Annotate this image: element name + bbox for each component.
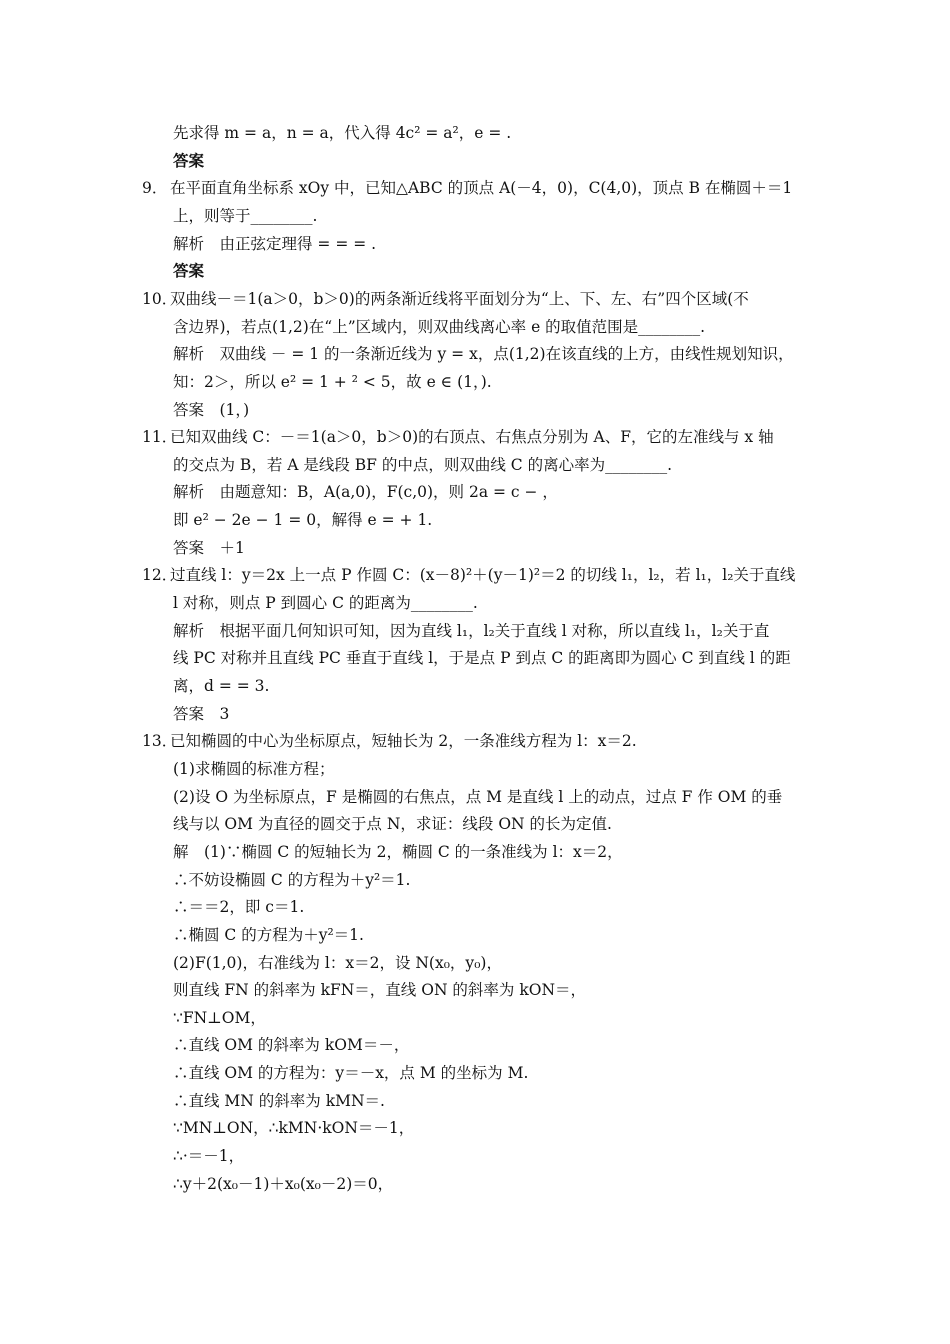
text-line xyxy=(0,1034,950,1058)
line-text: 解 (1)∵椭圆 C 的短轴长为 2，椭圆 C 的一条准线为 l：x＝2， xyxy=(173,842,623,861)
text-line xyxy=(0,924,950,948)
line-text: l 对称，则点 P 到圆心 C 的距离为________. xyxy=(173,594,478,612)
line-text: ∴不妨设椭圆 C 的方程为＋y²＝1. xyxy=(173,870,411,889)
text-line xyxy=(0,1090,950,1114)
text-line xyxy=(0,675,950,699)
text-line xyxy=(0,813,950,837)
text-line xyxy=(0,316,950,340)
line-text: 线与以 OM 为直径的圆交于点 N，求证：线段 ON 的长为定值. xyxy=(173,815,612,834)
text-line xyxy=(0,371,950,395)
line-text: 先求得 m = a，n = a，代入得 4c² = a²，e = . xyxy=(173,124,512,142)
text-line xyxy=(0,979,950,1003)
line-text: ∴直线 OM 的方程为：y＝－x，点 M 的坐标为 M. xyxy=(173,1064,529,1083)
text-line xyxy=(0,647,950,671)
text-line xyxy=(0,564,950,588)
text-line xyxy=(0,730,950,754)
line-text: 离，d = = 3. xyxy=(173,677,270,695)
line-text: (2)设 O 为坐标原点，F 是椭圆的右焦点，点 M 是直线 l 上的动点，过点 F 作 OM 的垂 xyxy=(173,787,783,806)
line-text: 含边界)，若点(1,2)在“上”区域内，则双曲线离心率 e 的取值范围是________. xyxy=(173,317,706,336)
line-text: 解析 由题意知：B，A(a,0)，F(c,0)，则 2a = c − ， xyxy=(173,483,558,502)
text-line xyxy=(0,896,950,920)
line-text: (2)F(1,0)，右准线为 l：x＝2，设 N(x₀，y₀)， xyxy=(173,953,502,972)
text-line xyxy=(0,399,950,423)
text-line xyxy=(0,758,950,782)
line-text: ∴直线 OM 的斜率为 kOM＝－， xyxy=(173,1036,410,1055)
line-text: 解析 根据平面几何知识可知，因为直线 l₁，l₂关于直线 l 对称，所以直线 l₁，l₂关于直 xyxy=(173,621,770,640)
line-text: 在平面直角坐标系 xOy 中，已知△ABC 的顶点 A(－4，0)，C(4,0)，顶点 B 在椭圆＋＝1 xyxy=(170,179,793,198)
line-text: ∴·＝－1， xyxy=(173,1147,245,1165)
line-text: ∴直线 MN 的斜率为 kMN＝. xyxy=(173,1091,385,1110)
text-line xyxy=(0,509,950,533)
question-number: 13． xyxy=(142,732,178,751)
text-line xyxy=(0,233,950,257)
text-line xyxy=(0,841,950,865)
line-text: ∴y＋2(x₀－1)＋x₀(x₀－2)＝0， xyxy=(173,1174,394,1193)
line-text: 过直线 l：y＝2x 上一点 P 作圆 C：(x－8)²＋(y－1)²＝2 的切线 l₁，l₂，若 l₁，l₂关于直线 xyxy=(170,566,796,585)
text-line xyxy=(0,703,950,727)
line-text: 答案 3 xyxy=(173,704,230,723)
text-line xyxy=(0,1117,950,1141)
text-line xyxy=(0,869,950,893)
line-text: ∴＝＝2，即 c＝1. xyxy=(173,898,305,917)
text-line xyxy=(0,122,950,146)
line-text: 解析 双曲线 － = 1 的一条渐近线为 y = x，点(1,2)在该直线的上方，由线性规划知识， xyxy=(173,345,794,364)
text-line xyxy=(0,1007,950,1031)
text-line xyxy=(0,952,950,976)
line-text: 已知双曲线 C：－＝1(a＞0，b＞0)的右顶点、右焦点分别为 A、F，它的左准线与 x 轴 xyxy=(170,428,774,447)
text-line xyxy=(0,1062,950,1086)
text-line xyxy=(0,1173,950,1197)
line-text: 答案 xyxy=(173,150,205,170)
line-text: 即 e² − 2e − 1 = 0，解得 e = + 1. xyxy=(173,511,433,530)
line-text: 答案 (1，) xyxy=(173,400,250,419)
text-line xyxy=(0,426,950,450)
question-number: 12． xyxy=(142,566,178,585)
question-number: 9． xyxy=(142,179,168,198)
line-text: 线 PC 对称并且直线 PC 垂直于直线 l，于是点 P 到点 C 的距离即为圆心 C 到直线 l 的距 xyxy=(173,649,791,668)
text-line xyxy=(0,260,950,284)
text-line xyxy=(0,343,950,367)
line-text: (1)求椭圆的标准方程； xyxy=(173,759,335,778)
text-line xyxy=(0,205,950,229)
line-text: ∴椭圆 C 的方程为＋y²＝1. xyxy=(173,925,364,944)
text-line xyxy=(0,1145,950,1169)
line-text: 知：2＞，所以 e² = 1 + ² < 5，故 e ∈ (1，). xyxy=(173,372,492,391)
text-line xyxy=(0,454,950,478)
line-text: 已知椭圆的中心为坐标原点，短轴长为 2，一条准线方程为 l：x＝2. xyxy=(170,732,637,751)
text-line xyxy=(0,481,950,505)
line-text: 上，则等于________. xyxy=(173,206,318,225)
line-text: 解析 由正弦定理得 = = = . xyxy=(173,234,377,253)
line-text: 则直线 FN 的斜率为 kFN＝，直线 ON 的斜率为 kON＝， xyxy=(173,981,587,1000)
line-text: 答案 xyxy=(173,261,205,281)
line-text: 答案 ＋1 xyxy=(173,538,245,557)
text-line xyxy=(0,177,950,201)
text-line xyxy=(0,288,950,312)
line-text: ∵MN⊥ON，∴kMN·kON＝－1， xyxy=(173,1119,415,1138)
question-number: 10． xyxy=(142,289,178,308)
question-number: 11． xyxy=(142,428,178,447)
text-line xyxy=(0,620,950,644)
text-line xyxy=(0,786,950,810)
text-line xyxy=(0,150,950,174)
line-text: ∵FN⊥OM， xyxy=(173,1008,266,1027)
line-text: 的交点为 B，若 A 是线段 BF 的中点，则双曲线 C 的离心率为________. xyxy=(173,455,673,474)
line-text: 双曲线－＝1(a＞0，b＞0)的两条渐近线将平面划分为“上、下、左、右”四个区域(不 xyxy=(170,289,749,308)
text-line xyxy=(0,592,950,616)
text-line xyxy=(0,537,950,561)
